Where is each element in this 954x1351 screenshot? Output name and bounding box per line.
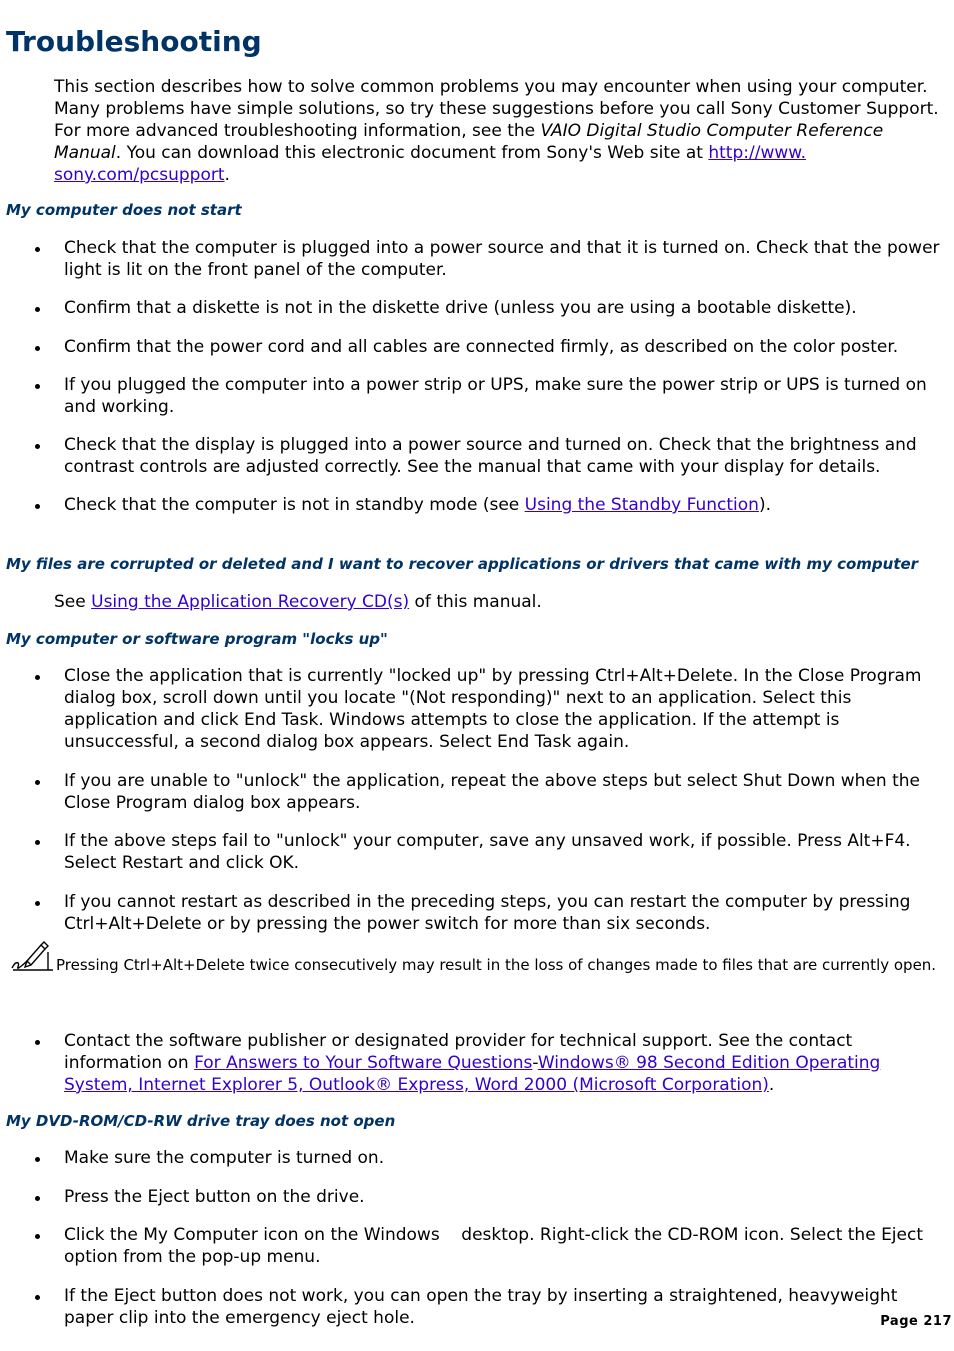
standby-function-link[interactable]: Using the Standby Function (524, 495, 759, 515)
link-separator: - (532, 1053, 538, 1073)
pcsupport-link[interactable]: http://www. sony.com/pcsupport (54, 143, 806, 185)
note-box (10, 940, 950, 976)
contact-text-2: . (768, 1075, 775, 1095)
list-item: Check that the computer is plugged into a power source and that it is turned on. Check that the power light is lit on the front panel of the computer. (0, 237, 954, 281)
list-item: Make sure the computer is turned on. (0, 1147, 954, 1169)
heading-tray-does-not-open: My DVD-ROM/CD-RW drive tray does not open (6, 1112, 396, 1130)
recovery-paragraph (54, 591, 542, 613)
heading-files-corrupted: My files are corrupted or deleted and I want to recover applications or drivers that came with my computer (6, 555, 919, 573)
contact-text: Contact the software publisher or designated provider for technical support. See the contact information on (64, 1031, 853, 1073)
manual-title: VAIO Digital Studio Computer Reference Manual (54, 121, 884, 163)
list-item (0, 1030, 954, 1096)
list-item: If the Eject button does not work, you can open the tray by inserting a straightened, heavyweight paper clip into the emergency eject hole. (0, 1285, 954, 1329)
list-item: If the above steps fail to "unlock" your computer, save any unsaved work, if possible. Press Alt+F4. Select Restart and click OK. (0, 830, 954, 874)
note-pencil-icon (10, 940, 56, 974)
list-item (0, 494, 954, 516)
list-item: Confirm that a diskette is not in the diskette drive (unless you are using a bootable diskette). (0, 297, 954, 319)
intro-text-2: . You can download this electronic document from Sony's Web site at (115, 143, 709, 163)
heading-locks-up: My computer or software program "locks up" (6, 630, 388, 648)
intro-text: This section describes how to solve common problems you may encounter when using your computer. Many problems have simple solutions, so try these suggestions before you call Sony Customer Support. For more advanced troubleshooting information, see the (54, 77, 939, 141)
recovery-text: See (54, 592, 92, 612)
list-item: Click the My Computer icon on the Windows desktop. Right-click the CD-ROM icon. Select the Eject option from the pop-up menu. (0, 1224, 954, 1268)
list-item-text: Check that the computer is not in standby mode (see (64, 495, 525, 515)
application-recovery-link[interactable]: Using the Application Recovery CD(s) (91, 592, 410, 612)
recovery-text-2: of this manual. (409, 592, 542, 612)
list-item: Close the application that is currently "locked up" by pressing Ctrl+Alt+Delete. In the Close Program dialog box, scroll down until you locate "(Not responding)" next to an application. Select this application and click End Task. Windows attempts to close the application. If the attempt is unsuccessful, a second dialog box appears. Select End Task again. (0, 665, 954, 753)
windows-98-link[interactable]: Windows® 98 Second Edition Operating System, Internet Explorer 5, Outlook® Express, Word 2000 (Microsoft Corporation) (64, 1053, 881, 1095)
intro-paragraph (54, 76, 944, 186)
heading-computer-does-not-start: My computer does not start (6, 201, 242, 219)
list-item: If you cannot restart as described in the preceding steps, you can restart the computer by pressing Ctrl+Alt+Delete or by pressing the power switch for more than six seconds. (0, 891, 954, 935)
software-questions-link[interactable]: For Answers to Your Software Questions (194, 1053, 533, 1073)
contact-list (0, 1030, 954, 1096)
start-problems-list (0, 237, 954, 516)
note-text: Pressing Ctrl+Alt+Delete twice consecutively may result in the loss of changes made to files that are currently open. (56, 956, 937, 974)
tray-list (0, 1147, 954, 1329)
page-title: Troubleshooting (6, 25, 262, 58)
locks-up-list (0, 665, 954, 935)
list-item: Confirm that the power cord and all cables are connected firmly, as described on the color poster. (0, 336, 954, 358)
list-item: If you are unable to "unlock" the application, repeat the above steps but select Shut Down when the Close Program dialog box appears. (0, 770, 954, 814)
intro-text-3: . (224, 165, 230, 185)
list-item: Check that the display is plugged into a power source and turned on. Check that the brightness and contrast controls are adjusted correctly. See the manual that came with your display for details. (0, 434, 954, 478)
list-item: Press the Eject button on the drive. (0, 1186, 954, 1208)
page-number: Page 217 (880, 1314, 952, 1329)
list-item: If you plugged the computer into a power strip or UPS, make sure the power strip or UPS is turned on and working. (0, 374, 954, 418)
list-item-text: ). (758, 495, 771, 515)
